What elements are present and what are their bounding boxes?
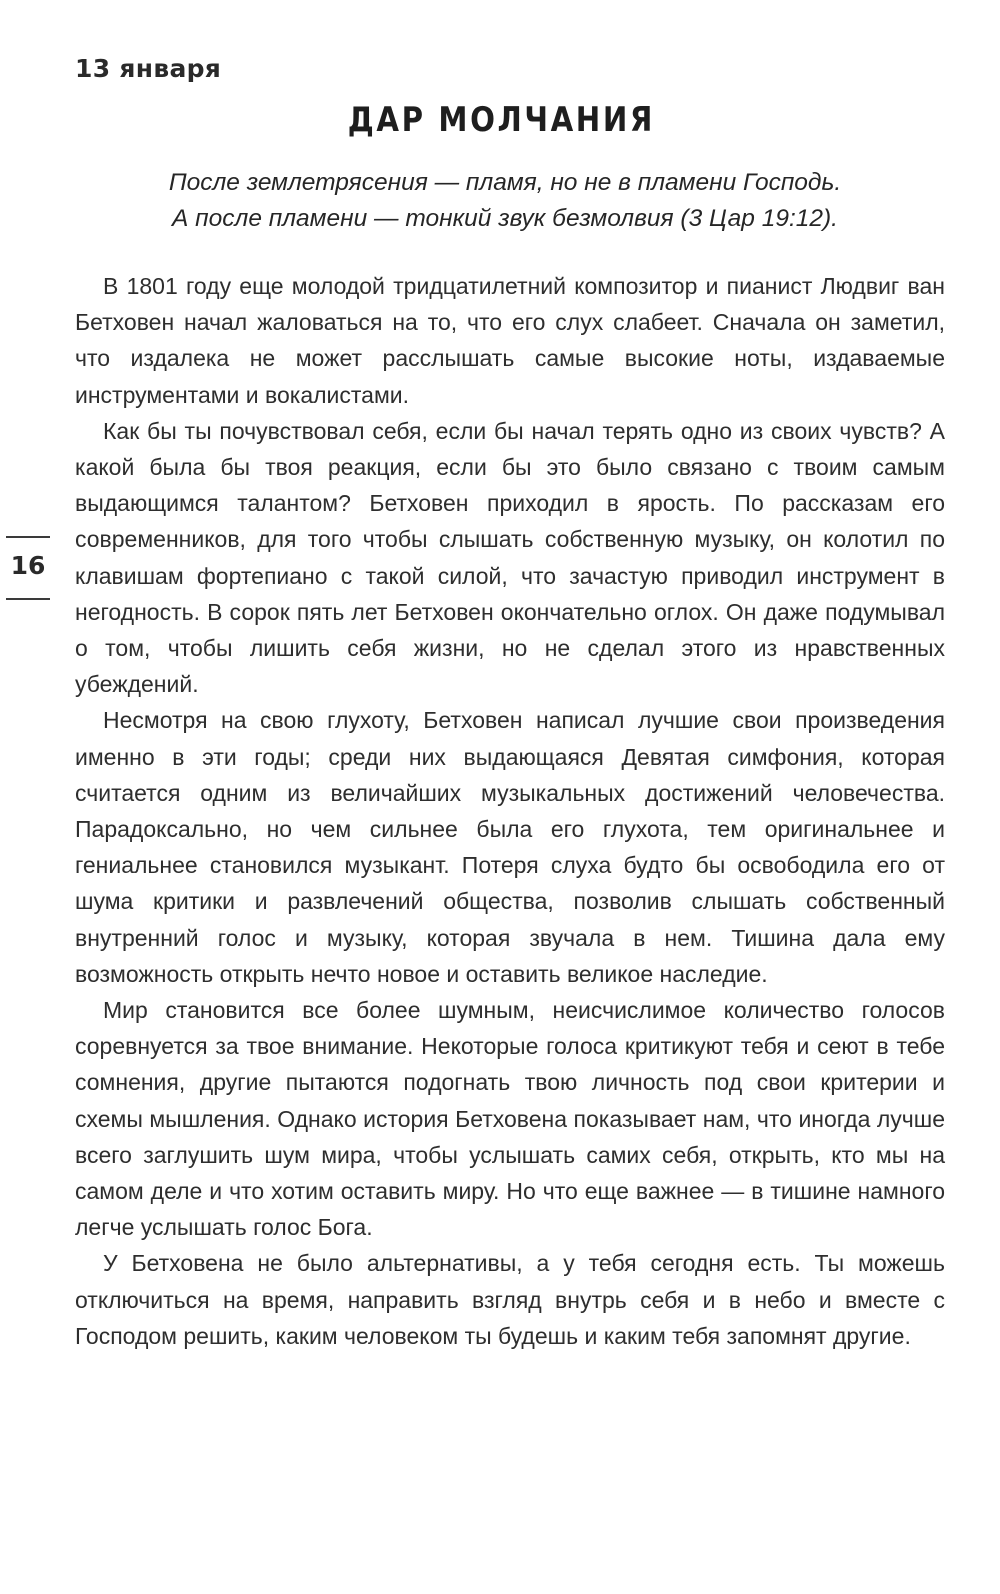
page-number: 16 (10, 551, 46, 580)
body-text (75, 268, 945, 1354)
epigraph (60, 165, 950, 237)
page-title: ДАР МОЛЧАНИЯ (347, 100, 656, 140)
page-number-rule-top (6, 536, 50, 538)
page-number-marker (6, 536, 50, 602)
page-number-rule-bottom (6, 598, 50, 600)
epigraph-line-2: А после пламени — тонкий звук безмолвия (3 Цар 19:12). (172, 205, 838, 232)
paragraph-5: У Бетховена не было альтернативы, а у тебя сегодня есть. Ты можешь отключиться на время, направить взгляд внутрь себя и в небо и вместе с Господом решить, каким человеком ты будешь и каким тебя запомнят другие. (75, 1250, 945, 1349)
paragraph-2: Как бы ты почувствовал себя, если бы начал терять одно из своих чувств? А какой была бы твоя реакция, если бы это было связано с твоим самым выдающимся талантом? Бетховен приходил в ярость. По рассказам его современников, для того чтобы слышать собственную музыку, он колотил по клавишам фортепиано с такой силой, что зачастую приводил инструмент в негодность. В сорок пять лет Бетховен окончательно оглох. Он даже подумывал о том, чтобы лишить себя жизни, но не сделал этого из нравственных убеждений. (75, 417, 945, 698)
epigraph-line-1: После землетрясения — пламя, но не в пламени Господь. (168, 169, 842, 196)
date-heading: 13 января (75, 54, 222, 83)
paragraph-1: В 1801 году еще молодой тридцатилетний композитор и пианист Людвиг ван Бетховен начал жаловаться на то, что его слух слабеет. Сначала он заметил, что издалека не может расслышать самые высокие ноты, издаваемые инструментами и вокалистами. (75, 273, 945, 408)
paragraph-4: Мир становится все более шумным, неисчислимое количество голосов соревнуется за твое внимание. Некоторые голоса критикуют тебя и сеют в тебе сомнения, другие пытаются подогнать твою личность под свои критерии и схемы мышления. Однако история Бетховена показывает нам, что иногда лучше всего заглушить шум мира, чтобы услышать самих себя, открыть, кто мы на самом деле и что хотим оставить миру. Но что еще важнее — в тишине намного легче услышать голос Бога. (75, 997, 945, 1241)
paragraph-3: Несмотря на свою глухоту, Бетховен написал лучшие свои произведения именно в эти годы; среди них выдающаяся Девятая симфония, которая считается одним из величайших музыкальных достижений человечества. Парадоксально, но чем сильнее была его глухота, тем оригинальнее и гениальнее становился музыкант. Потеря слуха будто бы освободила его от шума критики и развлечений общества, позволив слышать собственный внутренний голос и музыку, которая звучала в нем. Тишина дала ему возможность открыть нечто новое и оставить великое наследие. (75, 707, 945, 987)
